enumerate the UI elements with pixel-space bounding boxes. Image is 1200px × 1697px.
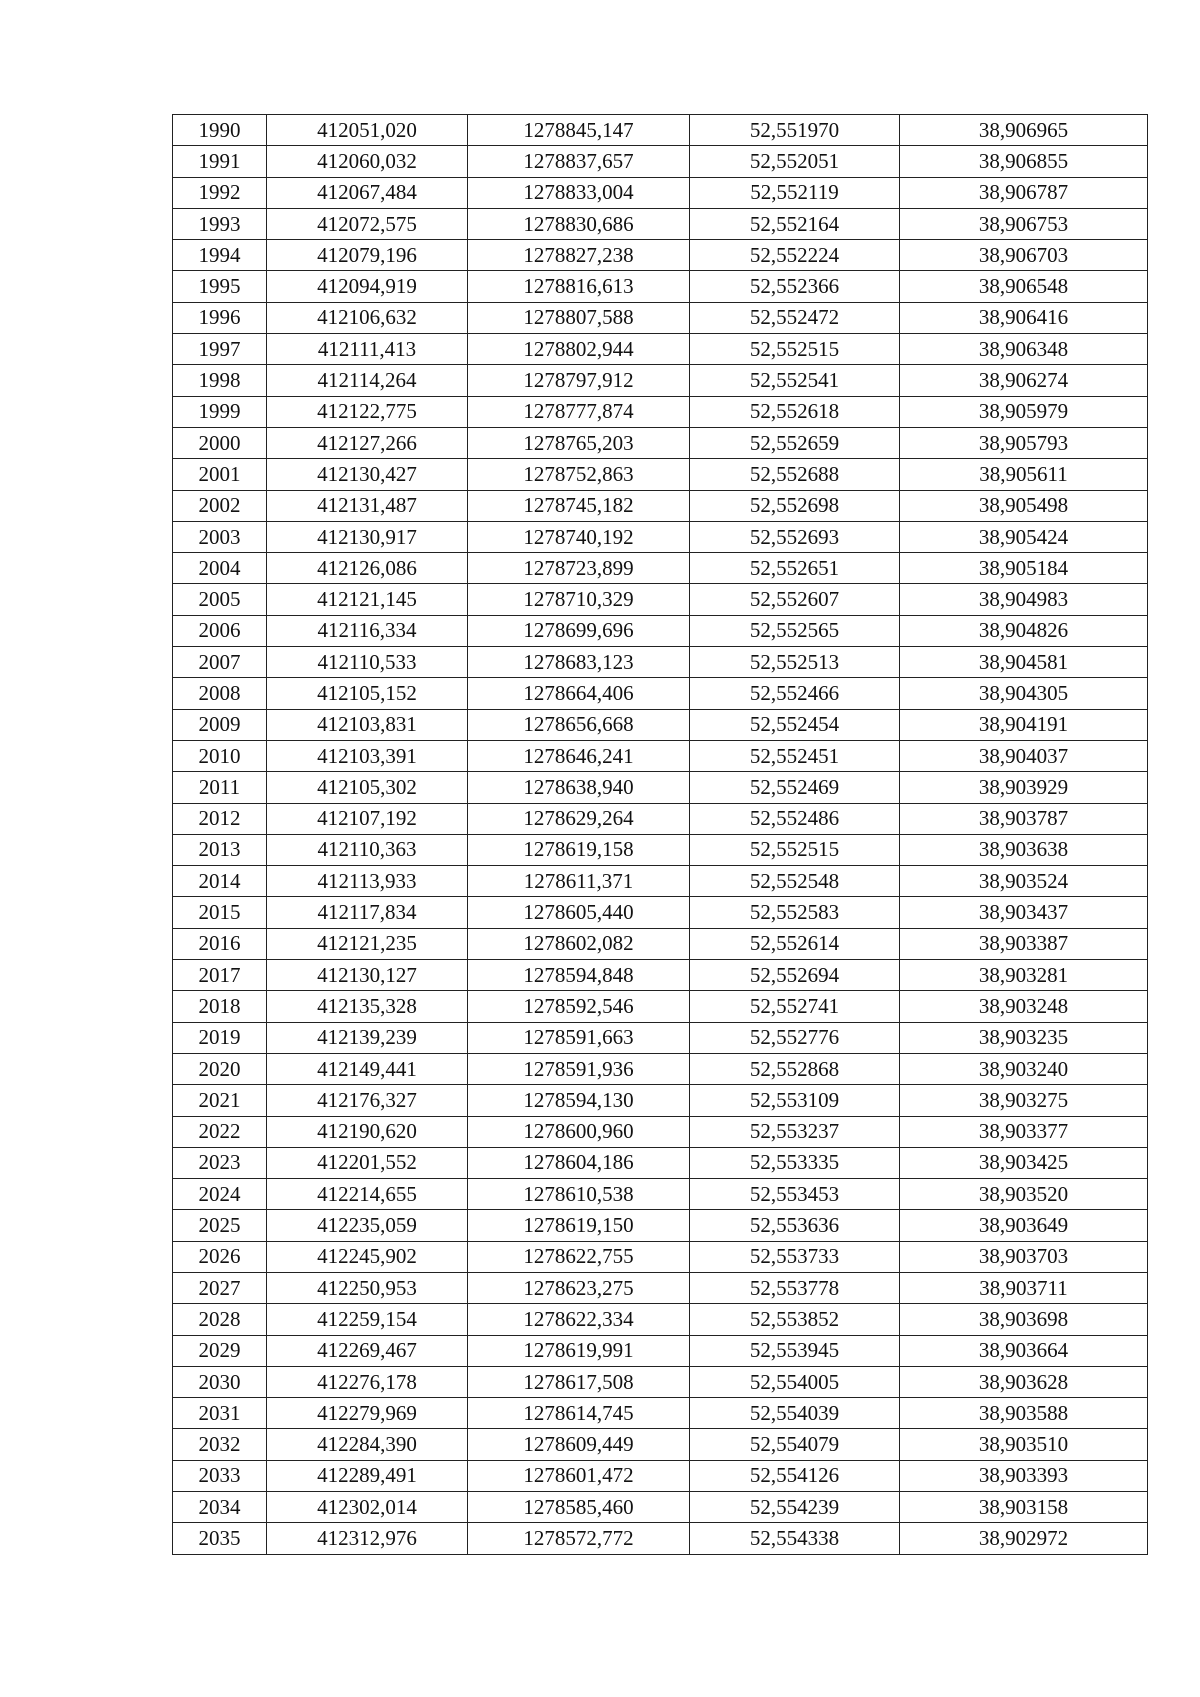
- table-row: [173, 177, 1148, 208]
- point-number-cell: 2034: [173, 1492, 267, 1523]
- latitude-cell: 52,552469: [690, 772, 900, 803]
- latitude-cell: 52,553733: [690, 1241, 900, 1272]
- longitude-cell: 38,903628: [900, 1366, 1148, 1397]
- point-number-cell: 2020: [173, 1053, 267, 1084]
- point-number-cell: 2011: [173, 772, 267, 803]
- latitude-cell: 52,552051: [690, 146, 900, 177]
- x-coordinate-cell: 412130,427: [267, 459, 468, 490]
- table-row: [173, 772, 1148, 803]
- latitude-cell: 52,554005: [690, 1366, 900, 1397]
- y-coordinate-cell: 1278745,182: [468, 490, 690, 521]
- x-coordinate-cell: 412250,953: [267, 1272, 468, 1303]
- longitude-cell: 38,904037: [900, 740, 1148, 771]
- y-coordinate-cell: 1278830,686: [468, 208, 690, 239]
- longitude-cell: 38,903510: [900, 1429, 1148, 1460]
- latitude-cell: 52,552164: [690, 208, 900, 239]
- latitude-cell: 52,552694: [690, 960, 900, 991]
- longitude-cell: 38,906753: [900, 208, 1148, 239]
- x-coordinate-cell: 412135,328: [267, 991, 468, 1022]
- longitude-cell: 38,903649: [900, 1210, 1148, 1241]
- x-coordinate-cell: 412051,020: [267, 115, 468, 146]
- table-row: [173, 678, 1148, 709]
- x-coordinate-cell: 412105,302: [267, 772, 468, 803]
- y-coordinate-cell: 1278629,264: [468, 803, 690, 834]
- point-number-cell: 2026: [173, 1241, 267, 1272]
- x-coordinate-cell: 412130,917: [267, 521, 468, 552]
- table-row: [173, 396, 1148, 427]
- longitude-cell: 38,903158: [900, 1492, 1148, 1523]
- table-row: [173, 1460, 1148, 1491]
- point-number-cell: 2018: [173, 991, 267, 1022]
- table-row: [173, 459, 1148, 490]
- table-row: [173, 1147, 1148, 1178]
- y-coordinate-cell: 1278622,334: [468, 1304, 690, 1335]
- table-row: [173, 740, 1148, 771]
- longitude-cell: 38,903787: [900, 803, 1148, 834]
- latitude-cell: 52,552614: [690, 928, 900, 959]
- x-coordinate-cell: 412105,152: [267, 678, 468, 709]
- x-coordinate-cell: 412127,266: [267, 427, 468, 458]
- table-body: [173, 115, 1148, 1555]
- latitude-cell: 52,552607: [690, 584, 900, 615]
- latitude-cell: 52,554126: [690, 1460, 900, 1491]
- table-row: [173, 928, 1148, 959]
- latitude-cell: 52,552698: [690, 490, 900, 521]
- table-row: [173, 897, 1148, 928]
- longitude-cell: 38,906416: [900, 302, 1148, 333]
- point-number-cell: 2027: [173, 1272, 267, 1303]
- x-coordinate-cell: 412235,059: [267, 1210, 468, 1241]
- point-number-cell: 2004: [173, 553, 267, 584]
- y-coordinate-cell: 1278752,863: [468, 459, 690, 490]
- latitude-cell: 52,551970: [690, 115, 900, 146]
- table-row: [173, 208, 1148, 239]
- x-coordinate-cell: 412121,235: [267, 928, 468, 959]
- table-row: [173, 490, 1148, 521]
- table-row: [173, 1085, 1148, 1116]
- y-coordinate-cell: 1278602,082: [468, 928, 690, 959]
- point-number-cell: 1993: [173, 208, 267, 239]
- longitude-cell: 38,903588: [900, 1398, 1148, 1429]
- longitude-cell: 38,903377: [900, 1116, 1148, 1147]
- table-row: [173, 615, 1148, 646]
- y-coordinate-cell: 1278797,912: [468, 365, 690, 396]
- longitude-cell: 38,906348: [900, 334, 1148, 365]
- longitude-cell: 38,903703: [900, 1241, 1148, 1272]
- point-number-cell: 2024: [173, 1179, 267, 1210]
- x-coordinate-cell: 412103,391: [267, 740, 468, 771]
- longitude-cell: 38,903281: [900, 960, 1148, 991]
- latitude-cell: 52,552618: [690, 396, 900, 427]
- y-coordinate-cell: 1278807,588: [468, 302, 690, 333]
- table-row: [173, 1272, 1148, 1303]
- latitude-cell: 52,552693: [690, 521, 900, 552]
- latitude-cell: 52,554079: [690, 1429, 900, 1460]
- point-number-cell: 2007: [173, 647, 267, 678]
- latitude-cell: 52,552548: [690, 866, 900, 897]
- longitude-cell: 38,902972: [900, 1523, 1148, 1554]
- latitude-cell: 52,552224: [690, 240, 900, 271]
- latitude-cell: 52,553237: [690, 1116, 900, 1147]
- point-number-cell: 2010: [173, 740, 267, 771]
- point-number-cell: 2032: [173, 1429, 267, 1460]
- table-row: [173, 803, 1148, 834]
- longitude-cell: 38,904191: [900, 709, 1148, 740]
- table-row: [173, 334, 1148, 365]
- x-coordinate-cell: 412201,552: [267, 1147, 468, 1178]
- point-number-cell: 2013: [173, 834, 267, 865]
- latitude-cell: 52,552454: [690, 709, 900, 740]
- y-coordinate-cell: 1278600,960: [468, 1116, 690, 1147]
- longitude-cell: 38,903275: [900, 1085, 1148, 1116]
- longitude-cell: 38,906787: [900, 177, 1148, 208]
- longitude-cell: 38,905793: [900, 427, 1148, 458]
- y-coordinate-cell: 1278572,772: [468, 1523, 690, 1554]
- longitude-cell: 38,905611: [900, 459, 1148, 490]
- table-row: [173, 553, 1148, 584]
- table-row: [173, 1429, 1148, 1460]
- x-coordinate-cell: 412302,014: [267, 1492, 468, 1523]
- longitude-cell: 38,903425: [900, 1147, 1148, 1178]
- longitude-cell: 38,903520: [900, 1179, 1148, 1210]
- latitude-cell: 52,553945: [690, 1335, 900, 1366]
- point-number-cell: 2012: [173, 803, 267, 834]
- y-coordinate-cell: 1278816,613: [468, 271, 690, 302]
- longitude-cell: 38,905498: [900, 490, 1148, 521]
- x-coordinate-cell: 412110,363: [267, 834, 468, 865]
- longitude-cell: 38,904983: [900, 584, 1148, 615]
- point-number-cell: 2008: [173, 678, 267, 709]
- table-row: [173, 1335, 1148, 1366]
- x-coordinate-cell: 412149,441: [267, 1053, 468, 1084]
- x-coordinate-cell: 412276,178: [267, 1366, 468, 1397]
- x-coordinate-cell: 412113,933: [267, 866, 468, 897]
- longitude-cell: 38,903929: [900, 772, 1148, 803]
- table-row: [173, 1053, 1148, 1084]
- x-coordinate-cell: 412130,127: [267, 960, 468, 991]
- point-number-cell: 2029: [173, 1335, 267, 1366]
- latitude-cell: 52,553335: [690, 1147, 900, 1178]
- point-number-cell: 2017: [173, 960, 267, 991]
- latitude-cell: 52,553852: [690, 1304, 900, 1335]
- longitude-cell: 38,903240: [900, 1053, 1148, 1084]
- latitude-cell: 52,552868: [690, 1053, 900, 1084]
- point-number-cell: 2019: [173, 1022, 267, 1053]
- table-row: [173, 866, 1148, 897]
- point-number-cell: 2023: [173, 1147, 267, 1178]
- point-number-cell: 2021: [173, 1085, 267, 1116]
- y-coordinate-cell: 1278617,508: [468, 1366, 690, 1397]
- x-coordinate-cell: 412060,032: [267, 146, 468, 177]
- point-number-cell: 2003: [173, 521, 267, 552]
- point-number-cell: 2014: [173, 866, 267, 897]
- latitude-cell: 52,552513: [690, 647, 900, 678]
- table-row: [173, 709, 1148, 740]
- longitude-cell: 38,903638: [900, 834, 1148, 865]
- y-coordinate-cell: 1278605,440: [468, 897, 690, 928]
- longitude-cell: 38,906855: [900, 146, 1148, 177]
- table-row: [173, 427, 1148, 458]
- y-coordinate-cell: 1278827,238: [468, 240, 690, 271]
- y-coordinate-cell: 1278833,004: [468, 177, 690, 208]
- x-coordinate-cell: 412259,154: [267, 1304, 468, 1335]
- longitude-cell: 38,904305: [900, 678, 1148, 709]
- point-number-cell: 2022: [173, 1116, 267, 1147]
- longitude-cell: 38,903393: [900, 1460, 1148, 1491]
- y-coordinate-cell: 1278594,848: [468, 960, 690, 991]
- latitude-cell: 52,554239: [690, 1492, 900, 1523]
- latitude-cell: 52,552515: [690, 334, 900, 365]
- x-coordinate-cell: 412214,655: [267, 1179, 468, 1210]
- y-coordinate-cell: 1278623,275: [468, 1272, 690, 1303]
- y-coordinate-cell: 1278591,936: [468, 1053, 690, 1084]
- latitude-cell: 52,552651: [690, 553, 900, 584]
- x-coordinate-cell: 412072,575: [267, 208, 468, 239]
- latitude-cell: 52,552486: [690, 803, 900, 834]
- table-row: [173, 1210, 1148, 1241]
- y-coordinate-cell: 1278604,186: [468, 1147, 690, 1178]
- y-coordinate-cell: 1278837,657: [468, 146, 690, 177]
- longitude-cell: 38,906965: [900, 115, 1148, 146]
- table-row: [173, 271, 1148, 302]
- longitude-cell: 38,906274: [900, 365, 1148, 396]
- y-coordinate-cell: 1278594,130: [468, 1085, 690, 1116]
- x-coordinate-cell: 412312,976: [267, 1523, 468, 1554]
- table-row: [173, 960, 1148, 991]
- latitude-cell: 52,554039: [690, 1398, 900, 1429]
- y-coordinate-cell: 1278777,874: [468, 396, 690, 427]
- point-number-cell: 1998: [173, 365, 267, 396]
- latitude-cell: 52,552541: [690, 365, 900, 396]
- y-coordinate-cell: 1278699,696: [468, 615, 690, 646]
- x-coordinate-cell: 412269,467: [267, 1335, 468, 1366]
- latitude-cell: 52,552776: [690, 1022, 900, 1053]
- x-coordinate-cell: 412103,831: [267, 709, 468, 740]
- x-coordinate-cell: 412139,239: [267, 1022, 468, 1053]
- longitude-cell: 38,903524: [900, 866, 1148, 897]
- x-coordinate-cell: 412117,834: [267, 897, 468, 928]
- point-number-cell: 1997: [173, 334, 267, 365]
- point-number-cell: 2009: [173, 709, 267, 740]
- x-coordinate-cell: 412114,264: [267, 365, 468, 396]
- table-row: [173, 1366, 1148, 1397]
- table-row: [173, 1116, 1148, 1147]
- table-row: [173, 1022, 1148, 1053]
- y-coordinate-cell: 1278845,147: [468, 115, 690, 146]
- latitude-cell: 52,553636: [690, 1210, 900, 1241]
- x-coordinate-cell: 412121,145: [267, 584, 468, 615]
- y-coordinate-cell: 1278646,241: [468, 740, 690, 771]
- longitude-cell: 38,903664: [900, 1335, 1148, 1366]
- longitude-cell: 38,904826: [900, 615, 1148, 646]
- latitude-cell: 52,552466: [690, 678, 900, 709]
- point-number-cell: 2030: [173, 1366, 267, 1397]
- point-number-cell: 1996: [173, 302, 267, 333]
- y-coordinate-cell: 1278619,158: [468, 834, 690, 865]
- point-number-cell: 1990: [173, 115, 267, 146]
- latitude-cell: 52,552741: [690, 991, 900, 1022]
- x-coordinate-cell: 412111,413: [267, 334, 468, 365]
- longitude-cell: 38,905424: [900, 521, 1148, 552]
- latitude-cell: 52,552472: [690, 302, 900, 333]
- longitude-cell: 38,903387: [900, 928, 1148, 959]
- point-number-cell: 2031: [173, 1398, 267, 1429]
- y-coordinate-cell: 1278656,668: [468, 709, 690, 740]
- longitude-cell: 38,903248: [900, 991, 1148, 1022]
- x-coordinate-cell: 412094,919: [267, 271, 468, 302]
- longitude-cell: 38,905184: [900, 553, 1148, 584]
- longitude-cell: 38,905979: [900, 396, 1148, 427]
- longitude-cell: 38,906548: [900, 271, 1148, 302]
- y-coordinate-cell: 1278638,940: [468, 772, 690, 803]
- table-row: [173, 365, 1148, 396]
- longitude-cell: 38,906703: [900, 240, 1148, 271]
- x-coordinate-cell: 412122,775: [267, 396, 468, 427]
- point-number-cell: 1994: [173, 240, 267, 271]
- y-coordinate-cell: 1278591,663: [468, 1022, 690, 1053]
- table-row: [173, 991, 1148, 1022]
- table-row: [173, 647, 1148, 678]
- table-row: [173, 521, 1148, 552]
- y-coordinate-cell: 1278619,991: [468, 1335, 690, 1366]
- point-number-cell: 1992: [173, 177, 267, 208]
- point-number-cell: 2005: [173, 584, 267, 615]
- x-coordinate-cell: 412176,327: [267, 1085, 468, 1116]
- table-row: [173, 1179, 1148, 1210]
- y-coordinate-cell: 1278585,460: [468, 1492, 690, 1523]
- x-coordinate-cell: 412131,487: [267, 490, 468, 521]
- table-row: [173, 115, 1148, 146]
- point-number-cell: 2002: [173, 490, 267, 521]
- table-row: [173, 1304, 1148, 1335]
- table-row: [173, 302, 1148, 333]
- point-number-cell: 2001: [173, 459, 267, 490]
- point-number-cell: 1995: [173, 271, 267, 302]
- y-coordinate-cell: 1278765,203: [468, 427, 690, 458]
- latitude-cell: 52,552565: [690, 615, 900, 646]
- y-coordinate-cell: 1278614,745: [468, 1398, 690, 1429]
- latitude-cell: 52,554338: [690, 1523, 900, 1554]
- x-coordinate-cell: 412245,902: [267, 1241, 468, 1272]
- coordinates-table: [172, 114, 1148, 1555]
- table-row: [173, 584, 1148, 615]
- latitude-cell: 52,552119: [690, 177, 900, 208]
- y-coordinate-cell: 1278802,944: [468, 334, 690, 365]
- table-row: [173, 1492, 1148, 1523]
- latitude-cell: 52,552659: [690, 427, 900, 458]
- point-number-cell: 2025: [173, 1210, 267, 1241]
- y-coordinate-cell: 1278683,123: [468, 647, 690, 678]
- y-coordinate-cell: 1278622,755: [468, 1241, 690, 1272]
- x-coordinate-cell: 412126,086: [267, 553, 468, 584]
- y-coordinate-cell: 1278592,546: [468, 991, 690, 1022]
- longitude-cell: 38,903437: [900, 897, 1148, 928]
- latitude-cell: 52,553109: [690, 1085, 900, 1116]
- point-number-cell: 2035: [173, 1523, 267, 1554]
- latitude-cell: 52,552583: [690, 897, 900, 928]
- table-row: [173, 146, 1148, 177]
- point-number-cell: 1991: [173, 146, 267, 177]
- latitude-cell: 52,553453: [690, 1179, 900, 1210]
- point-number-cell: 2000: [173, 427, 267, 458]
- x-coordinate-cell: 412110,533: [267, 647, 468, 678]
- latitude-cell: 52,552688: [690, 459, 900, 490]
- x-coordinate-cell: 412106,632: [267, 302, 468, 333]
- y-coordinate-cell: 1278611,371: [468, 866, 690, 897]
- y-coordinate-cell: 1278601,472: [468, 1460, 690, 1491]
- point-number-cell: 2015: [173, 897, 267, 928]
- longitude-cell: 38,903711: [900, 1272, 1148, 1303]
- table-row: [173, 240, 1148, 271]
- point-number-cell: 2006: [173, 615, 267, 646]
- table-row: [173, 1523, 1148, 1554]
- latitude-cell: 52,552451: [690, 740, 900, 771]
- y-coordinate-cell: 1278610,538: [468, 1179, 690, 1210]
- y-coordinate-cell: 1278710,329: [468, 584, 690, 615]
- y-coordinate-cell: 1278619,150: [468, 1210, 690, 1241]
- x-coordinate-cell: 412279,969: [267, 1398, 468, 1429]
- table-row: [173, 834, 1148, 865]
- y-coordinate-cell: 1278740,192: [468, 521, 690, 552]
- point-number-cell: 2016: [173, 928, 267, 959]
- y-coordinate-cell: 1278664,406: [468, 678, 690, 709]
- point-number-cell: 1999: [173, 396, 267, 427]
- x-coordinate-cell: 412079,196: [267, 240, 468, 271]
- y-coordinate-cell: 1278609,449: [468, 1429, 690, 1460]
- x-coordinate-cell: 412284,390: [267, 1429, 468, 1460]
- y-coordinate-cell: 1278723,899: [468, 553, 690, 584]
- latitude-cell: 52,553778: [690, 1272, 900, 1303]
- longitude-cell: 38,903698: [900, 1304, 1148, 1335]
- latitude-cell: 52,552366: [690, 271, 900, 302]
- latitude-cell: 52,552515: [690, 834, 900, 865]
- x-coordinate-cell: 412190,620: [267, 1116, 468, 1147]
- point-number-cell: 2033: [173, 1460, 267, 1491]
- x-coordinate-cell: 412116,334: [267, 615, 468, 646]
- x-coordinate-cell: 412289,491: [267, 1460, 468, 1491]
- point-number-cell: 2028: [173, 1304, 267, 1335]
- table-row: [173, 1241, 1148, 1272]
- longitude-cell: 38,904581: [900, 647, 1148, 678]
- longitude-cell: 38,903235: [900, 1022, 1148, 1053]
- x-coordinate-cell: 412107,192: [267, 803, 468, 834]
- table-row: [173, 1398, 1148, 1429]
- x-coordinate-cell: 412067,484: [267, 177, 468, 208]
